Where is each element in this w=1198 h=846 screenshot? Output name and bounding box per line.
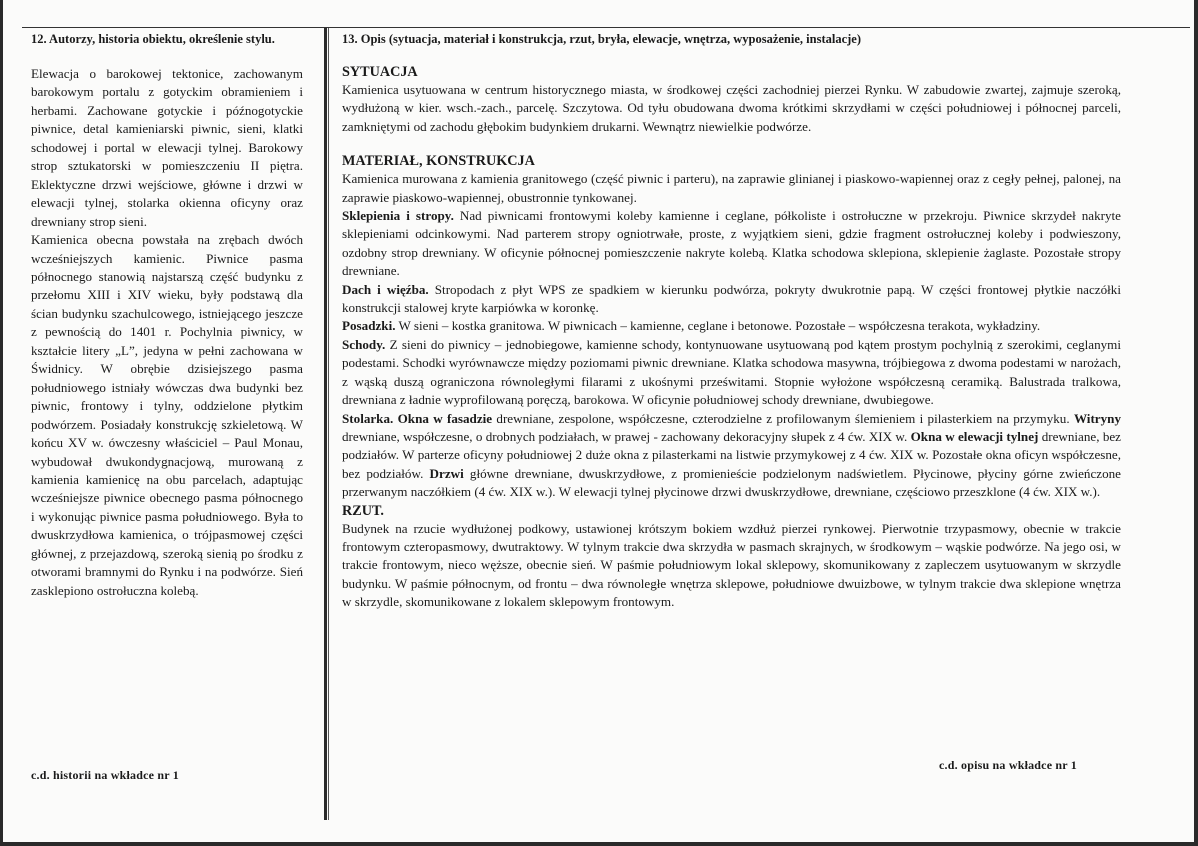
stolarka-text-2: drewniane, współczesne, o drobnych podziałach, w prawej - zachowany dekoracyjny słupek z 4 ćw. XIX w.: [342, 428, 911, 444]
sklepienia-lead: Sklepienia i stropy.: [342, 208, 454, 224]
stolarka-text-1: drewniane, zespolone, współczesne, czterodzielne z profilowanym ślemieniem i pilasterkiem na przymyku.: [492, 410, 1074, 426]
sklepienia-text: Nad piwnicami frontowymi koleby kamienne i ceglane, półkoliste i ostrołuczne w przekroju. Piwnice skrzydeł nakryte sklepieniami odcinkowymi. Nad parterem stropy ogniotrwałe, proste, z wyjątkiem sieni, gdzie fragment ostrołucznej koleby i podwieszony, ozdobny strop drewniany. W oficynie północnej pomieszczenie nakryte kolebą. Klatka schodowa sklepiona, sklepienie żaglaste. Pozostałe stropy drewniane.: [342, 208, 1121, 279]
scan-edge-right: [1194, 0, 1198, 846]
schody-text: Z sieni do piwnicy – jednobiegowe, kamienne schody, kontynuowane usytuowaną pod kątem prostym pochylnią z szerokimi, ceglanymi podestami. Schodki wyrównawcze między poziomami piwnic drewniane. Klatka schodowa masywna, trójbiegowa z dwoma podestami w narożach, z wąską duszą ograniczona równoległymi filarami z ukośnymi prześwitami. Stopnie wyłożone współczesną ceramiką. Balustrada tralkowa, drewniana z ładnie wyprofilowaną poręczą, barokowa. W oficynie południowej schody drewniane, dwubiegowe.: [342, 336, 1121, 408]
dach-paragraph: [342, 281, 1121, 318]
posadzki-lead: Posadzki.: [342, 318, 396, 334]
okna-tylne-lead: Okna w elewacji tylnej: [910, 428, 1039, 444]
section-title-rzut: RZUT.: [342, 502, 384, 519]
scan-edge-bottom: [0, 842, 1198, 846]
section-title-material: MATERIAŁ, KONSTRUKCJA: [342, 153, 535, 170]
witryny-lead: Witryny: [1073, 410, 1121, 426]
stolarka-text-3: drewniane, bez podziałów. W parterze oficyny południowej 2 duże okna z pilasterkami na listwie przymykowej z 4 ćw. XIX w. Pozostałe okna oficyn współczesne, bez podziałów.: [342, 428, 1121, 481]
column-divider-thin: [328, 28, 329, 820]
dach-text: Stropodach z płyt WPS ze spadkiem w kierunku podwórza, pokryty dwukrotnie papą. W części frontowej płytkie naczółki konstrukcji stalowej kryte karpiówka w koronkę.: [342, 281, 1121, 316]
stolarka-lead: Stolarka. Okna w fasadzie: [342, 410, 493, 426]
sklepienia-paragraph: [342, 207, 1121, 281]
posadzki-text: W sieni – kostka granitowa. W piwnicach – kamienne, ceglane i betonowe. Pozostałe – współczesna terakota, wykładziny.: [395, 318, 1041, 334]
history-column: [31, 31, 303, 600]
description-text: [342, 47, 1121, 612]
history-text: [31, 65, 303, 600]
schody-paragraph: [342, 336, 1121, 410]
history-paragraph-1: Elewacja o barokowej tektonice, zachowanym barokowym portalu z gotyckim obramieniem i herbami. Zachowane gotyckie i późnogotyckie piwnice, detal kamieniarski piwnic, sieni, klatki schodowej i portal w elewacji tylnej. Barokowy strop sztukatorski w pomieszczeniu II piętra. Eklektyczne drzwi wejściowe, główne i drzwi w elewacji tylnej, stolarka okienna oficyny oraz drewniany strop sieni.: [31, 66, 303, 229]
history-paragraph-2: Kamienica obecna powstała na zrębach dwóch wcześniejszych kamienic. Piwnice pasma północnego stanowią najstarszą część budynku z przełomu XIII i XIV wieku, były podstawą dla ścian budynku szachulcowego, istniejącego jeszcze z pewnością do 1401 r. Pochylnia piwnicy, w kształcie litery „L”, jedyna w pełni zachowana w Świdnicy. W obrębie dzisiejszego pasma południowego istniały wówczas dwa budynki bez piwnic, frontowy i tylny, oddzielone płytkim podwórzem. Posiadały konstrukcję szkieletową. W końcu XV w. ówczesny właściciel – Paul Monau, wybudował dwukondygnacjową, murowaną z kamienia kamienicę na obu parcelach, adaptując wcześniejsze piwnice obecnego pasma północnego i wykonując piwnice pasma południowego. Była to dwuskrzydłowa kamienica, o trójpasmowej części głównej, z przejazdową, szeroką sienią po środku z otworami bramnymi do Rynku i na podwórze. Sień zasklepiono ostrołuczna kolebą.: [31, 232, 303, 598]
description-continuation-note: c.d. opisu na wkładce nr 1: [939, 758, 1078, 772]
history-continuation-note: c.d. historii na wkładce nr 1: [31, 768, 179, 782]
description-column: [342, 31, 1121, 612]
drzwi-lead: Drzwi: [429, 465, 464, 481]
dach-lead: Dach i więźba.: [342, 281, 429, 297]
description-header: 13. Opis (sytuacja, materiał i konstrukcja, rzut, bryła, elewacje, wnętrza, wyposażenie, instalacje): [342, 32, 862, 46]
schody-lead: Schody.: [342, 336, 386, 352]
section-title-sytuacja: SYTUACJA: [342, 64, 418, 80]
sytuacja-text: Kamienica usytuowana w centrum historycznego miasta, w środkowej części zachodniej pierzei Rynku. W zabudowie zwartej, zajmuje szeroką, wydłużoną w kier. wsch.-zach., parcelę. Szczytowa. Od tyłu obudowana dwoma krótkimi skrzydłami w części południowej i północnej parceli, zamkniętymi od zachodu głębokim budynkiem drukarni. Wewnątrz niewielkie podwórze.: [342, 82, 1121, 134]
scan-edge-left: [0, 0, 3, 846]
history-header: 12. Autorzy, historia obiektu, określenie stylu.: [31, 32, 275, 46]
stolarka-text-4: główne drewniane, dwuskrzydłowe, z promienieście podzielonym nadświetlem. Płycinowe, płyciny górne zwieńczone przerwanym naczółkiem (4 ćw. XIX w.). W elewacji tylnej płycinowe drzwi dwuskrzydłowe, drewniane, częściowo przeszklone (4 ćw. XIX w.).: [342, 465, 1121, 500]
stolarka-paragraph: [342, 410, 1121, 502]
top-rule: [22, 27, 1190, 28]
rzut-text: Budynek na rzucie wydłużonej podkowy, ustawionej krótszym bokiem wzdłuż pierzei rynkowej. Pierwotnie trzypasmowy, obecnie w trakcie frontowym czteropasmowy, dwutraktowy. W tylnym trakcie dwa skrzydła w pasmach skrajnych, w środkowym – wąskie podwórze. Na jego osi, w trakcie frontowym, nieco węższe, obecnie sień. W paśmie południowym lokal sklepowy, skomunikowany z zapleczem usytuowanym w skrzydle budynku. W paśmie północnym, od frontu – dwa równoległe wnętrza sklepowe, południowe dwuizbowe, w tylnym trakcie dwa sklepione wnętrza w skrzydle, skomunikowane z lokalem sklepowym frontowym.: [342, 520, 1121, 610]
column-divider: [324, 28, 327, 820]
material-text: Kamienica murowana z kamienia granitowego (część piwnic i parteru), na zaprawie glinianej i piaskowo-wapiennej oraz z cegły pełnej, palonej, na zaprawie piaskowo-wapiennej, obustronnie tynkowanej.: [342, 171, 1121, 205]
posadzki-paragraph: [342, 317, 1121, 335]
